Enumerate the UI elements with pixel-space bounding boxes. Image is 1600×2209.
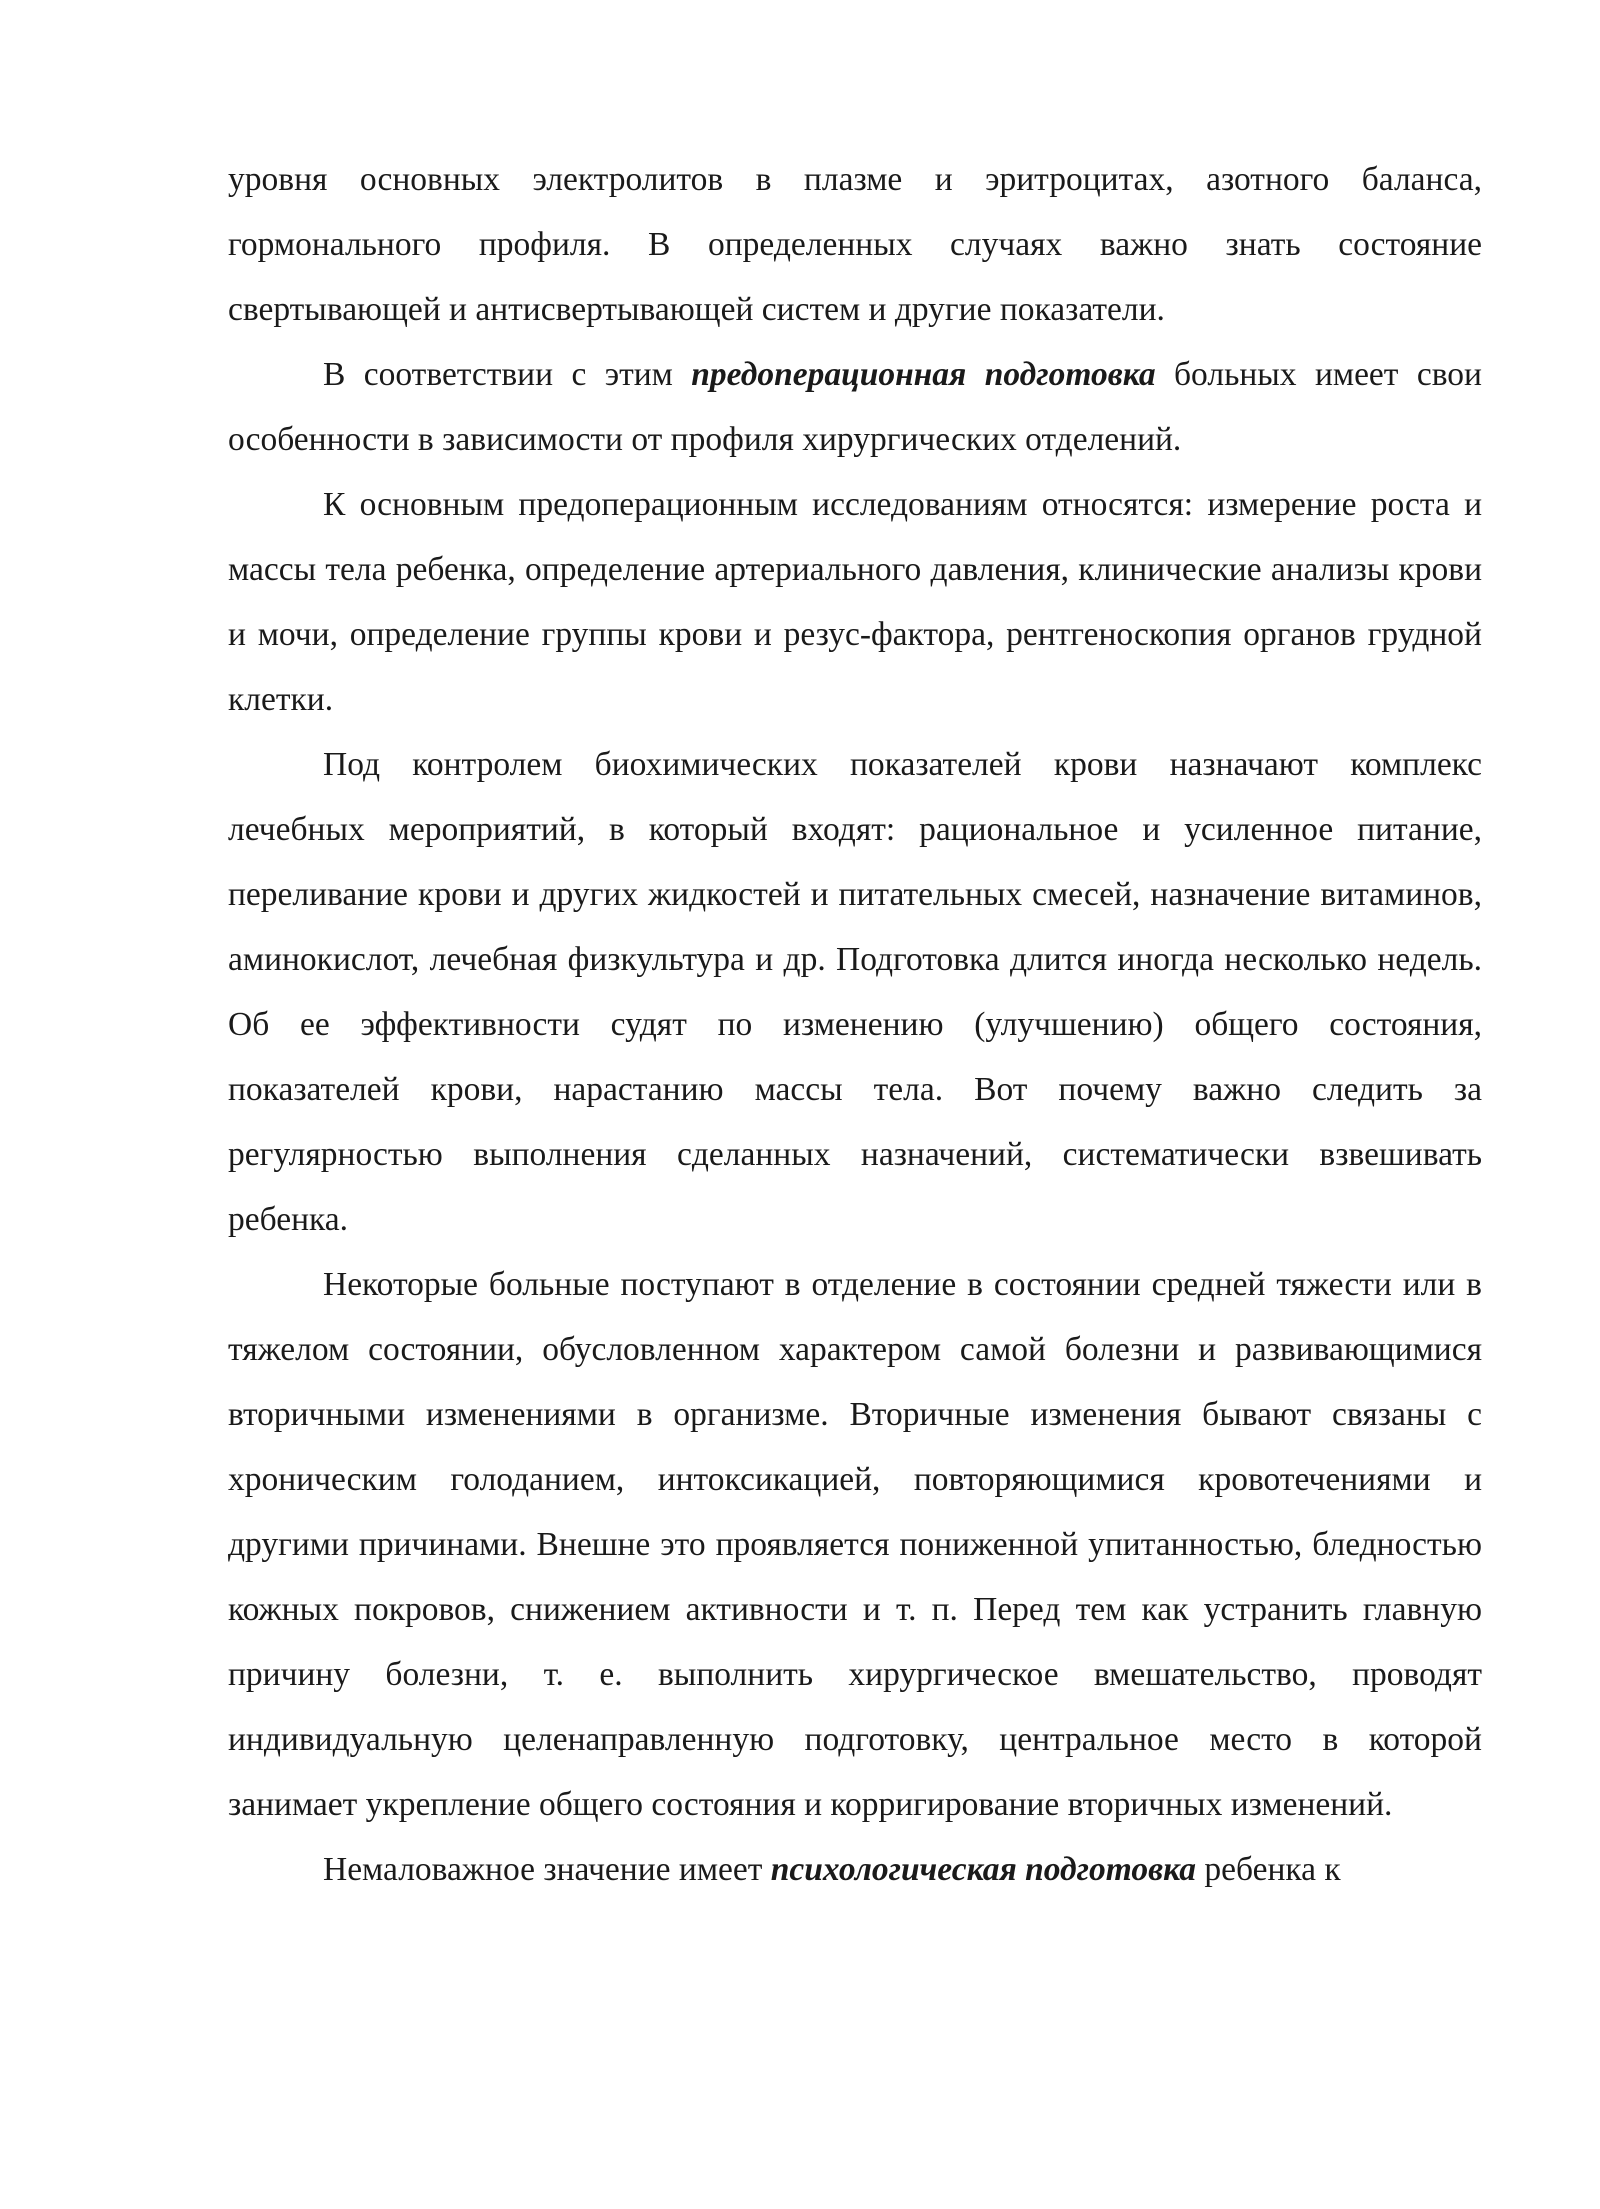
paragraph	[228, 472, 1482, 732]
paragraph-text: Немаловажное значение имеет	[323, 1851, 771, 1888]
document-page	[228, 147, 1482, 1902]
paragraph-text: больных имеет свои особенности в зависимости от профиля хирургических отделений.	[228, 356, 1482, 458]
emphasized-term: предоперационная подготовка	[691, 356, 1156, 393]
paragraph	[228, 1252, 1482, 1837]
paragraph-text: уровня основных электролитов в плазме и эритроцитах, азотного баланса, гормонального профиля. В определенных случаях важно знать состояние свертывающей и антисвертывающей систем и другие показатели.	[228, 161, 1482, 328]
paragraph-text: В соответствии с этим	[323, 356, 692, 393]
paragraph-text: ребенка к	[1196, 1851, 1341, 1888]
paragraph-text: Под контролем биохимических показателей крови назначают комплекс лечебных мероприятий, в который входят: рациональное и усиленное питание, переливание крови и других жидкостей и питательных смесей, назначение витаминов, аминокислот, лечебная физкультура и др. Подготовка длится иногда несколько недель. Об ее эффективности судят по изменению (улучшению) общего состояния, показателей крови, нарастанию массы тела. Вот почему важно следить за регулярностью выполнения сделанных назначений, систематически взвешивать ребенка.	[228, 746, 1482, 1238]
paragraph-text: Некоторые больные поступают в отделение в состоянии средней тяжести или в тяжелом состоянии, обусловленном характером самой болезни и развивающимися вторичными изменениями в организме. Вторичные изменения бывают связаны с хроническим голоданием, интоксикацией, повторяющимися кровотечениями и другими причинами. Внешне это проявляется пониженной упитанностью, бледностью кожных покровов, снижением активности и т. п. Перед тем как устранить главную причину болезни, т. е. выполнить хирургическое вмешательство, проводят индивидуальную целенаправленную подготовку, центральное место в которой занимает укрепление общего состояния и корригирование вторичных изменений.	[228, 1266, 1482, 1823]
paragraph-text: К основным предоперационным исследованиям относятся: измерение роста и массы тела ребенка, определение артериального давления, клинические анализы крови и мочи, определение группы крови и резус-фактора, рентгеноскопия органов грудной клетки.	[228, 486, 1482, 718]
paragraph	[228, 732, 1482, 1252]
emphasized-term: психологическая подготовка	[770, 1851, 1196, 1888]
paragraph	[228, 147, 1482, 342]
paragraph	[228, 342, 1482, 472]
paragraph	[228, 1837, 1482, 1902]
